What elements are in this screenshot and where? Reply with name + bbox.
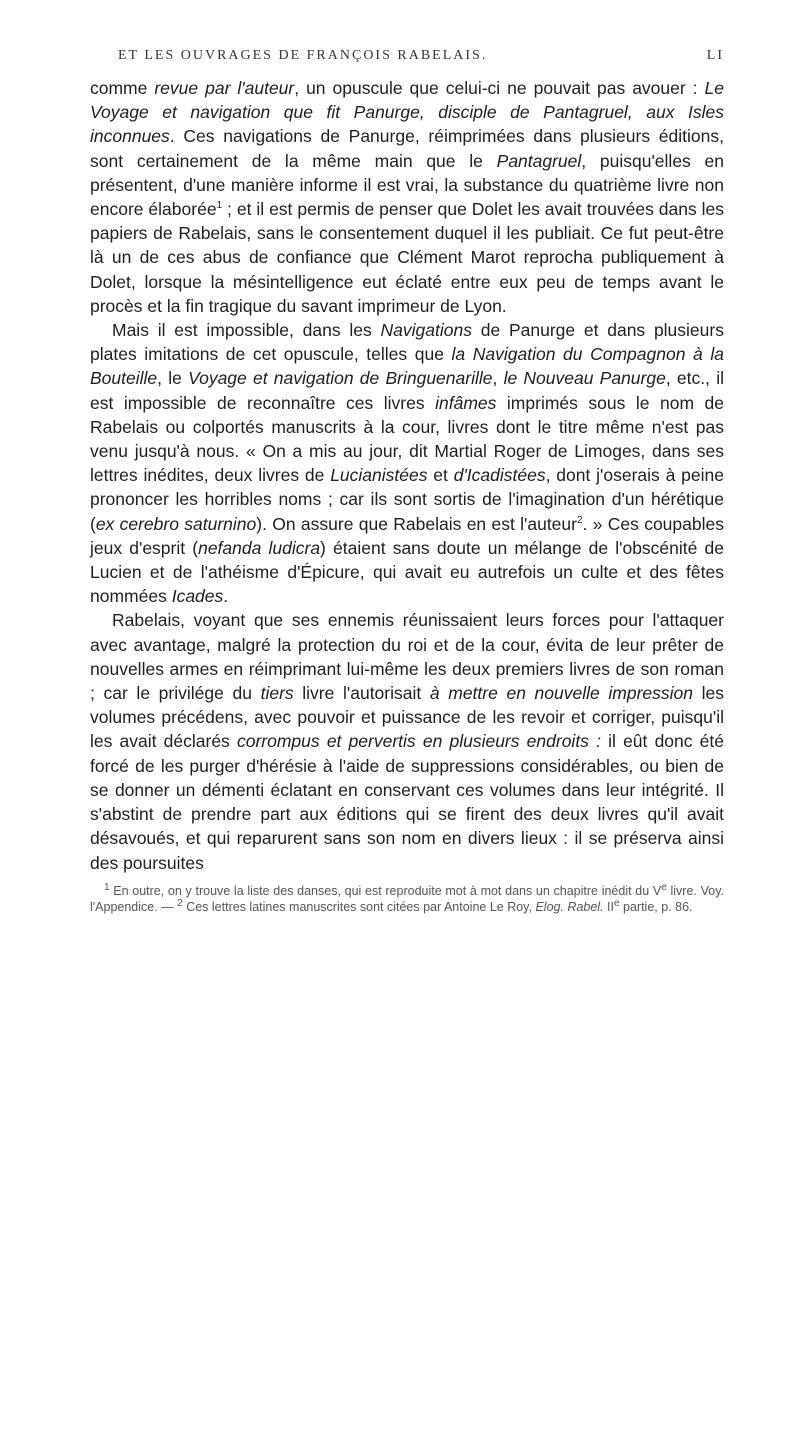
italic-run: nefanda ludicra [198,537,321,558]
text-run: , dont j'oserais à peine prononcer les horribles noms ; car ils sont sortis de l'imagination d'un hérétique ( [90,465,724,534]
paragraph [90,318,724,608]
italic-run: Elog. Rabel. [535,899,604,914]
page-header [90,38,724,66]
italic-run: tiers [260,683,294,704]
text-run: livre l'autorisait [293,683,430,704]
text-run: , le [157,368,189,389]
footnote-ref: 2 [576,514,583,526]
text-run: , etc., il est impossible de reconnaître ces livres [90,368,724,413]
text-run: imprimés sous le nom de Rabelais ou colportés manuscrits à la cour, livres dont le titre même n'est pas venu jusqu'à nous. « On a mis au jour, dit Martial Roger de Limoges, dans ses lettres inédites, deux livres de [90,392,725,486]
superscript: e [661,881,667,893]
italic-run: Pantagruel [496,150,582,171]
text-run: . Ces navigations de Panurge, réimprimées dans plusieurs éditions, sont certainement de la même main que le [90,126,724,171]
text-run: ) étaient sans doute un mélange de l'obscénité de Lucien et de l'athéisme d'Épicure, qui avait eu autrefois un culte et des fêtes nommées [90,537,724,607]
footnote-text: En outre, on y trouve la liste des danses, qui est reproduite mot à mot dans un chapitre inédit du V [109,883,662,898]
footnote-text: Ces lettres latines manuscrites sont citées par Antoine Le Roy, [182,899,536,914]
italic-run: le Nouveau Panurge [503,368,666,389]
footnote-text: livre. Voy. l'Appendice. — [90,883,724,914]
italic-run: à mettre en nouvelle impression [429,683,693,704]
running-title: ET LES OUVRAGES DE FRANÇOIS RABELAIS. [118,48,488,63]
text-run: de Panurge et dans plusieurs plates imitations de cet opuscule, telles que [90,320,724,365]
text-run: ; et il est permis de penser que Dolet les avait trouvées dans les papiers de Rabelais, sans le consentement duquel il les publiait. Ce fut peut-être là un de ces abus de confiance que Clément Marot reprocha publiquement à Dolet, lorsque la mésintelligence eut éclaté entre eux peu de temps avant le procès et la fin tragique du savant imprimeur de Lyon. [90,199,724,316]
text-run: , puisqu'elles en présentent, d'une manière informe il est vrai, la substance du quatrième livre non encore élaborée [90,150,725,220]
page-number: LI [706,48,724,63]
italic-run: Lucianistées [330,465,428,486]
footnotes [90,883,724,915]
footnote-text: partie, p. 86. [619,899,693,914]
italic-run: Le Voyage et navigation que fit Panurge, disciple de Pantagruel, aux Isles inconnues [90,78,724,147]
italic-run: Navigations [380,320,472,341]
footnote-text: II [603,899,614,914]
footnote-marker: 2 [177,897,183,909]
paragraph [90,76,724,318]
italic-run: corrompus et pervertis en plusieurs endroits : [236,731,601,752]
text-run: ). On assure que Rabelais en est l'auteur [256,513,577,534]
italic-run: ex cerebro saturnino [95,513,257,534]
superscript: e [613,897,620,909]
footnote-marker: 1 [104,881,110,893]
italic-run: d'Icadistées [453,465,546,486]
text-run: , un opuscule que celui-ci ne pouvait pas avouer : [294,78,705,98]
footnote-ref: 1 [216,200,223,212]
italic-run: revue par l'auteur [154,78,295,98]
document-page [90,38,724,915]
italic-run: infâmes [435,392,497,413]
text-run: et [427,465,454,486]
text-run: les volumes précédens, avec pouvoir et puissance de les revoir et corriger, puisqu'il les avait déclarés [90,683,725,752]
text-run: Mais il est impossible, dans les [112,320,381,341]
italic-run: Voyage et navigation de Bringuenarille [188,368,493,389]
text-run: comme [90,78,155,98]
text-run: . » Ces coupables jeux d'esprit ( [90,513,724,558]
text-run: , [492,368,504,389]
italic-run: la Navigation du Compagnon à la Bouteille [90,344,724,389]
body-text [90,76,724,875]
text-run: il eût donc été forcé de les purger d'hérésie à l'aide de suppressions considérables, ou bien de se donner un démenti éclatant en conservant ces volumes dans leur intégrité. Il s'abstint de prendre part aux éditions qui se firent des deux livres qu'il avait désavoués, et qui reparurent sans son nom en divers lieux : il se préserva ainsi des poursuites [90,731,725,873]
text-run: . [223,586,229,607]
text-run: Rabelais, voyant que ses ennemis réunissaient leurs forces pour l'attaquer avec avantage, malgré la protection du roi et de la cour, évita de leur prêter de nouvelles armes en réimprimant lui-même les deux premiers livres de son roman ; car le privilége du [90,610,724,704]
paragraph [90,608,724,874]
italic-run: Icades [171,586,224,607]
